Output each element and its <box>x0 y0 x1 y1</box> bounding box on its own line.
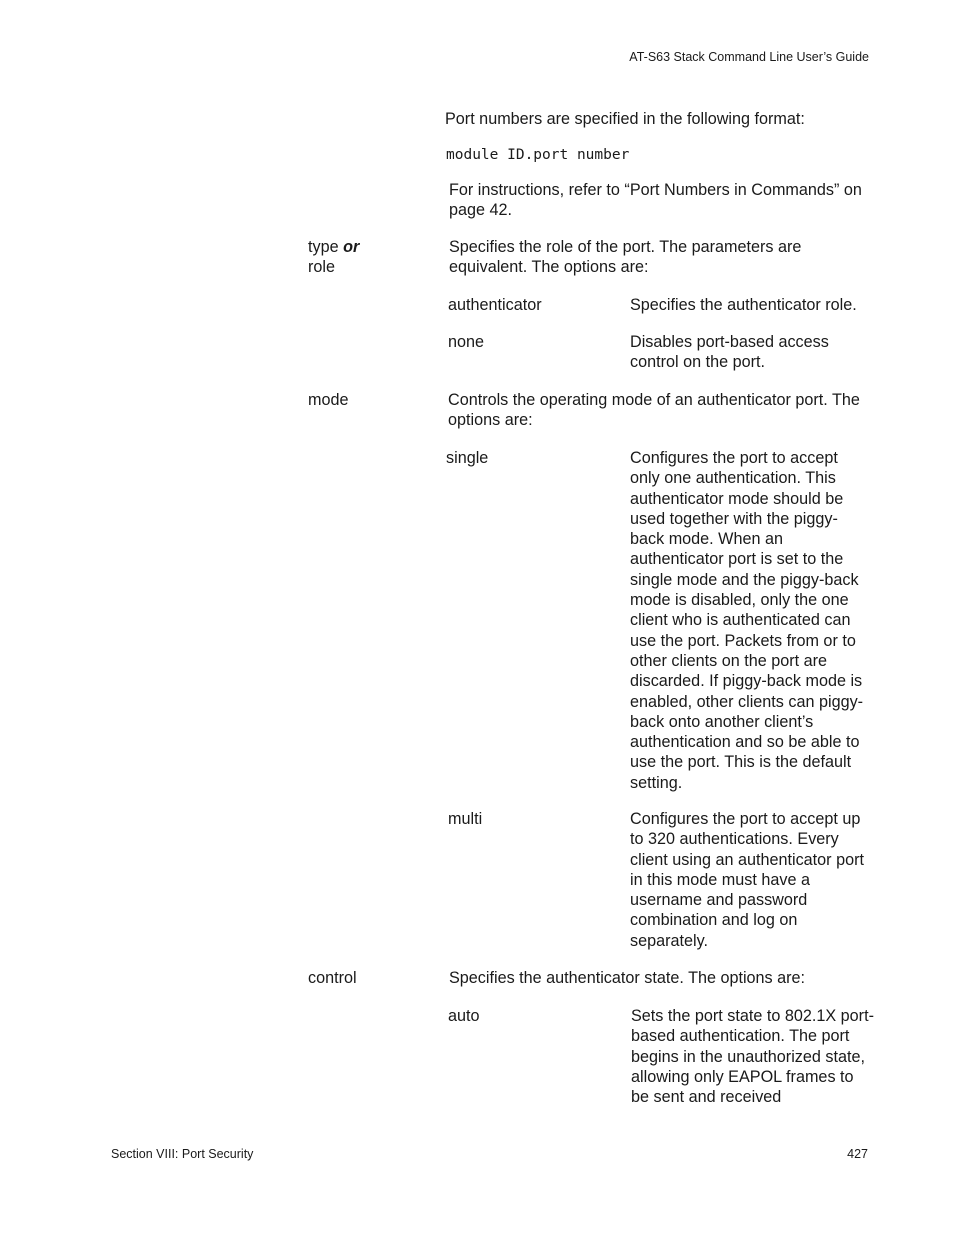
option-description: Configures the port to accept up to 320 authentications. Every client using an authenticator port in this mode must have a username and password combination and log on separately. <box>630 810 864 950</box>
param-label-type: type <box>308 238 339 256</box>
running-header: AT-S63 Stack Command Line User’s Guide <box>629 50 869 64</box>
page-number: 427 <box>847 1147 868 1161</box>
option-name: single <box>446 449 489 467</box>
format-intro-text: Port numbers are specified in the following format: <box>445 110 805 128</box>
mode-description: Controls the operating mode of an authenticator port. The options are: <box>448 391 860 430</box>
option-name: none <box>448 333 485 351</box>
option-name: authenticator <box>448 296 542 314</box>
param-label-or: or <box>343 238 360 256</box>
option-description: Specifies the authenticator role. <box>630 296 857 314</box>
param-label-role: role <box>308 258 335 277</box>
footer-section: Section VIII: Port Security <box>111 1147 254 1161</box>
param-label-control: control <box>308 969 357 987</box>
param-label-mode: mode <box>308 391 349 409</box>
control-description: Specifies the authenticator state. The options are: <box>449 969 806 987</box>
param-label-type-or-role <box>308 237 438 278</box>
option-name: auto <box>448 1007 480 1025</box>
option-description: Configures the port to accept only one authentication. This authenticator mode should be used together with the piggy-back mode. When an authenticator port is set to the single mode and the piggy-back mode is disabled, only the one client who is authenticated can use the port. Packets from or to other clients on the port are discarded. If piggy-back mode is enabled, other clients can piggy-back onto another client’s authentication and so be able to use the port. This is the default setting. <box>630 449 864 792</box>
option-name: multi <box>448 810 483 828</box>
option-description: Disables port-based access control on the port. <box>630 333 829 372</box>
instructions-text: For instructions, refer to “Port Numbers in Commands” on page 42. <box>449 181 862 220</box>
type-description: Specifies the role of the port. The parameters are equivalent. The options are: <box>449 238 802 277</box>
option-description: Sets the port state to 802.1X port-based authentication. The port begins in the unauthorized state, allowing only EAPOL frames to be sent and received <box>631 1007 874 1107</box>
format-code: module ID.port number <box>446 147 630 163</box>
